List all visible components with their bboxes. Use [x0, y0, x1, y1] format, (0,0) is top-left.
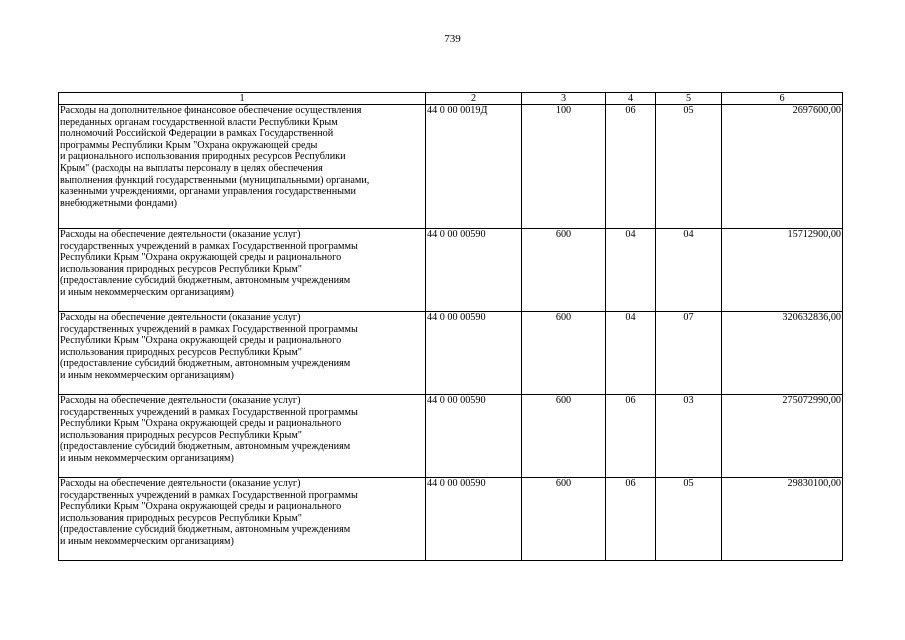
column-header: 1 — [59, 93, 426, 105]
expense-type-cell: 600 — [522, 312, 606, 395]
column-header: 6 — [722, 93, 843, 105]
table-row — [59, 229, 843, 312]
subsection-cell: 03 — [656, 395, 722, 478]
table-row — [59, 105, 843, 229]
amount-cell: 320632836,00 — [722, 312, 843, 395]
target-code-cell: 44 0 00 00590 — [426, 229, 522, 312]
column-header: 5 — [656, 93, 722, 105]
description-cell: Расходы на обеспечение деятельности (оказание услуг) государственных учреждений в рамках Государственной программы Республики Крым "Охрана окружающей среды и рационального использования природных ресурсов Республики Крым" (предоставление субсидий бюджетным, автономным учреждениям и иным некоммерческим организациям) — [59, 229, 426, 312]
subsection-cell: 05 — [656, 478, 722, 561]
expense-type-cell: 600 — [522, 395, 606, 478]
section-cell: 04 — [606, 229, 656, 312]
amount-cell: 275072990,00 — [722, 395, 843, 478]
description-cell: Расходы на обеспечение деятельности (оказание услуг) государственных учреждений в рамках Государственной программы Республики Крым "Охрана окружающей среды и рационального использования природных ресурсов Республики Крым" (предоставление субсидий бюджетным, автономным учреждениям и иным некоммерческим организациям) — [59, 478, 426, 561]
expense-type-cell: 100 — [522, 105, 606, 229]
section-cell: 06 — [606, 478, 656, 561]
description-cell: Расходы на обеспечение деятельности (оказание услуг) государственных учреждений в рамках Государственной программы Республики Крым "Охрана окружающей среды и рационального использования природных ресурсов Республики Крым" (предоставление субсидий бюджетным, автономным учреждениям и иным некоммерческим организациям) — [59, 312, 426, 395]
table-row — [59, 312, 843, 395]
budget-table — [58, 92, 843, 561]
expense-type-cell: 600 — [522, 229, 606, 312]
subsection-cell: 04 — [656, 229, 722, 312]
subsection-cell: 05 — [656, 105, 722, 229]
target-code-cell: 44 0 00 00590 — [426, 312, 522, 395]
table-row — [59, 478, 843, 561]
expense-type-cell: 600 — [522, 478, 606, 561]
section-cell: 06 — [606, 395, 656, 478]
description-cell: Расходы на обеспечение деятельности (оказание услуг) государственных учреждений в рамках Государственной программы Республики Крым "Охрана окружающей среды и рационального использования природных ресурсов Республики Крым" (предоставление субсидий бюджетным, автономным учреждениям и иным некоммерческим организациям) — [59, 395, 426, 478]
column-header: 4 — [606, 93, 656, 105]
section-cell: 04 — [606, 312, 656, 395]
column-header: 2 — [426, 93, 522, 105]
table-row — [59, 395, 843, 478]
target-code-cell: 44 0 00 00590 — [426, 478, 522, 561]
page-number: 739 — [444, 33, 461, 45]
table-header-row — [59, 93, 843, 105]
amount-cell: 15712900,00 — [722, 229, 843, 312]
amount-cell: 2697600,00 — [722, 105, 843, 229]
target-code-cell: 44 0 00 0019Д — [426, 105, 522, 229]
section-cell: 06 — [606, 105, 656, 229]
amount-cell: 29830100,00 — [722, 478, 843, 561]
column-header: 3 — [522, 93, 606, 105]
target-code-cell: 44 0 00 00590 — [426, 395, 522, 478]
subsection-cell: 07 — [656, 312, 722, 395]
description-cell: Расходы на дополнительное финансовое обеспечение осуществления переданных органам государственной власти Республики Крым полномочий Российской Федерации в рамках Государственной программы Республики Крым "Охрана окружающей среды и рационального использования природных ресурсов Республики Крым" (расходы на выплаты персоналу в целях обеспечения выполнения функций государственными (муниципальными) органами, казенными учреждениями, органами управления государственными внебюджетными фондами) — [59, 105, 426, 229]
